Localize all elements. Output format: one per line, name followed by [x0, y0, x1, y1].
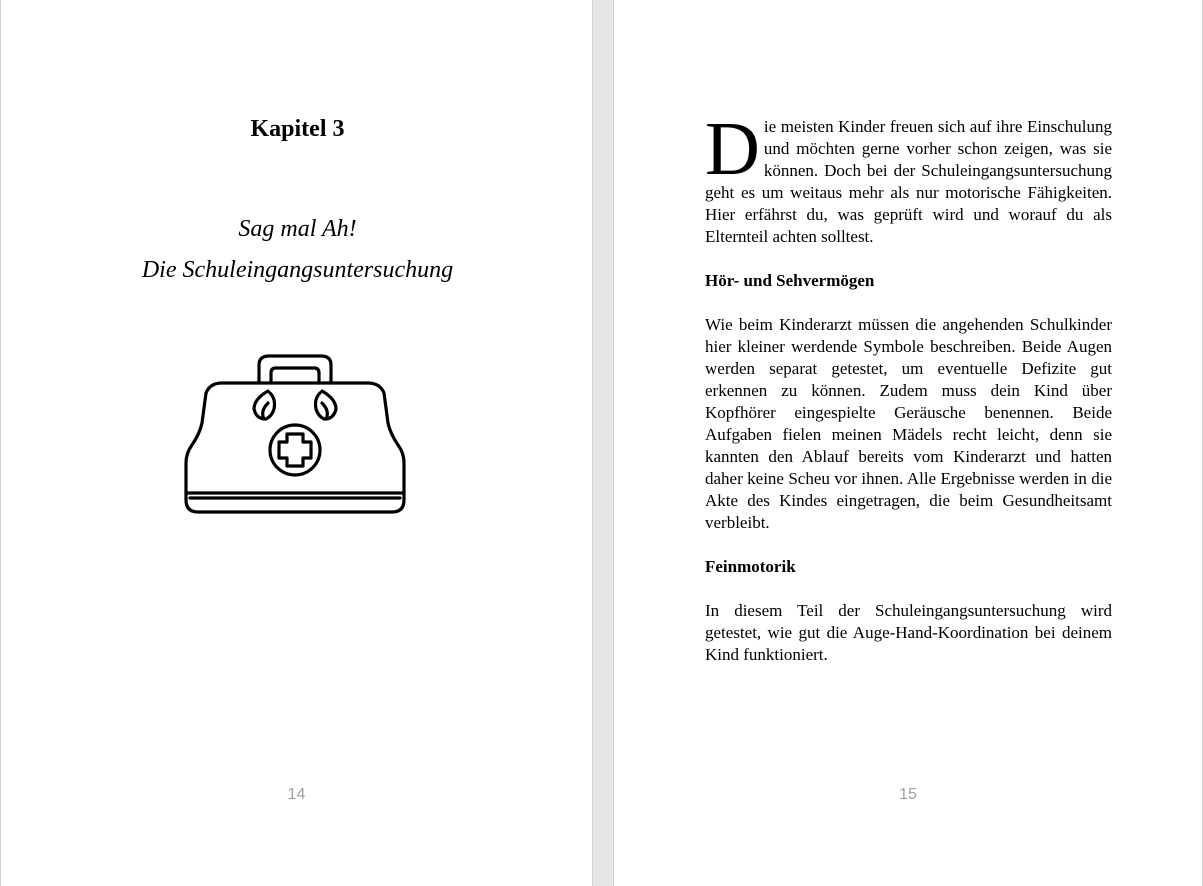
doctor-bag-icon: [184, 353, 406, 515]
page-number: 15: [899, 786, 917, 803]
section-heading-fine-motor: Feinmotorik: [705, 557, 796, 576]
right-page: [613, 0, 1203, 886]
body-text-column: [705, 107, 1112, 688]
chapter-title-line-2: Die Schuleingangsuntersuchung: [141, 257, 454, 283]
section-paragraph-hearing-vision: Wie beim Kinderarzt müssen die angehenden Schulkinder hier kleiner werdende Symbole beschreiben. Beide Augen werden separat getestet, um eventuelle Defizite gut erkennen zu können. Zudem muss dein Kind über Kopfhörer eingespielte Geräusche benennen. Beide Aufgaben fielen meinen Mädels recht leicht, denn sie kannten den Ablauf bereits vom Kinderarzt und hatten daher keine Scheu vor ihnen. Alle Ergebnisse werden in die Akte des Kindes eingetragen, die beim Gesundheitsamt verbleibt.: [705, 315, 1112, 532]
chapter-heading: Kapitel 3: [250, 116, 345, 142]
section-heading-hearing-vision: Hör- und Sehvermögen: [705, 271, 875, 290]
drop-cap: D: [705, 107, 760, 191]
page-number: 14: [287, 786, 306, 803]
left-page: [0, 0, 593, 886]
chapter-title-line-1: Sag mal Ah!: [238, 216, 357, 242]
intro-text: ie meisten Kinder freuen sich auf ihre Einschulung und möchten gerne vorher schon zeigen, was sie können. Doch bei der Schuleingangsuntersuchung geht es um weitaus mehr als nur motorische Fähigkeiten. Hier erfährst du, was geprüft wird und worauf du als Elternteil achten solltest.: [705, 117, 1112, 246]
intro-paragraph: [705, 107, 1112, 248]
section-paragraph-fine-motor: In diesem Teil der Schuleingangsuntersuchung wird getestet, wie gut die Auge-Hand-Koordination bei deinem Kind funktioniert.: [705, 601, 1112, 664]
